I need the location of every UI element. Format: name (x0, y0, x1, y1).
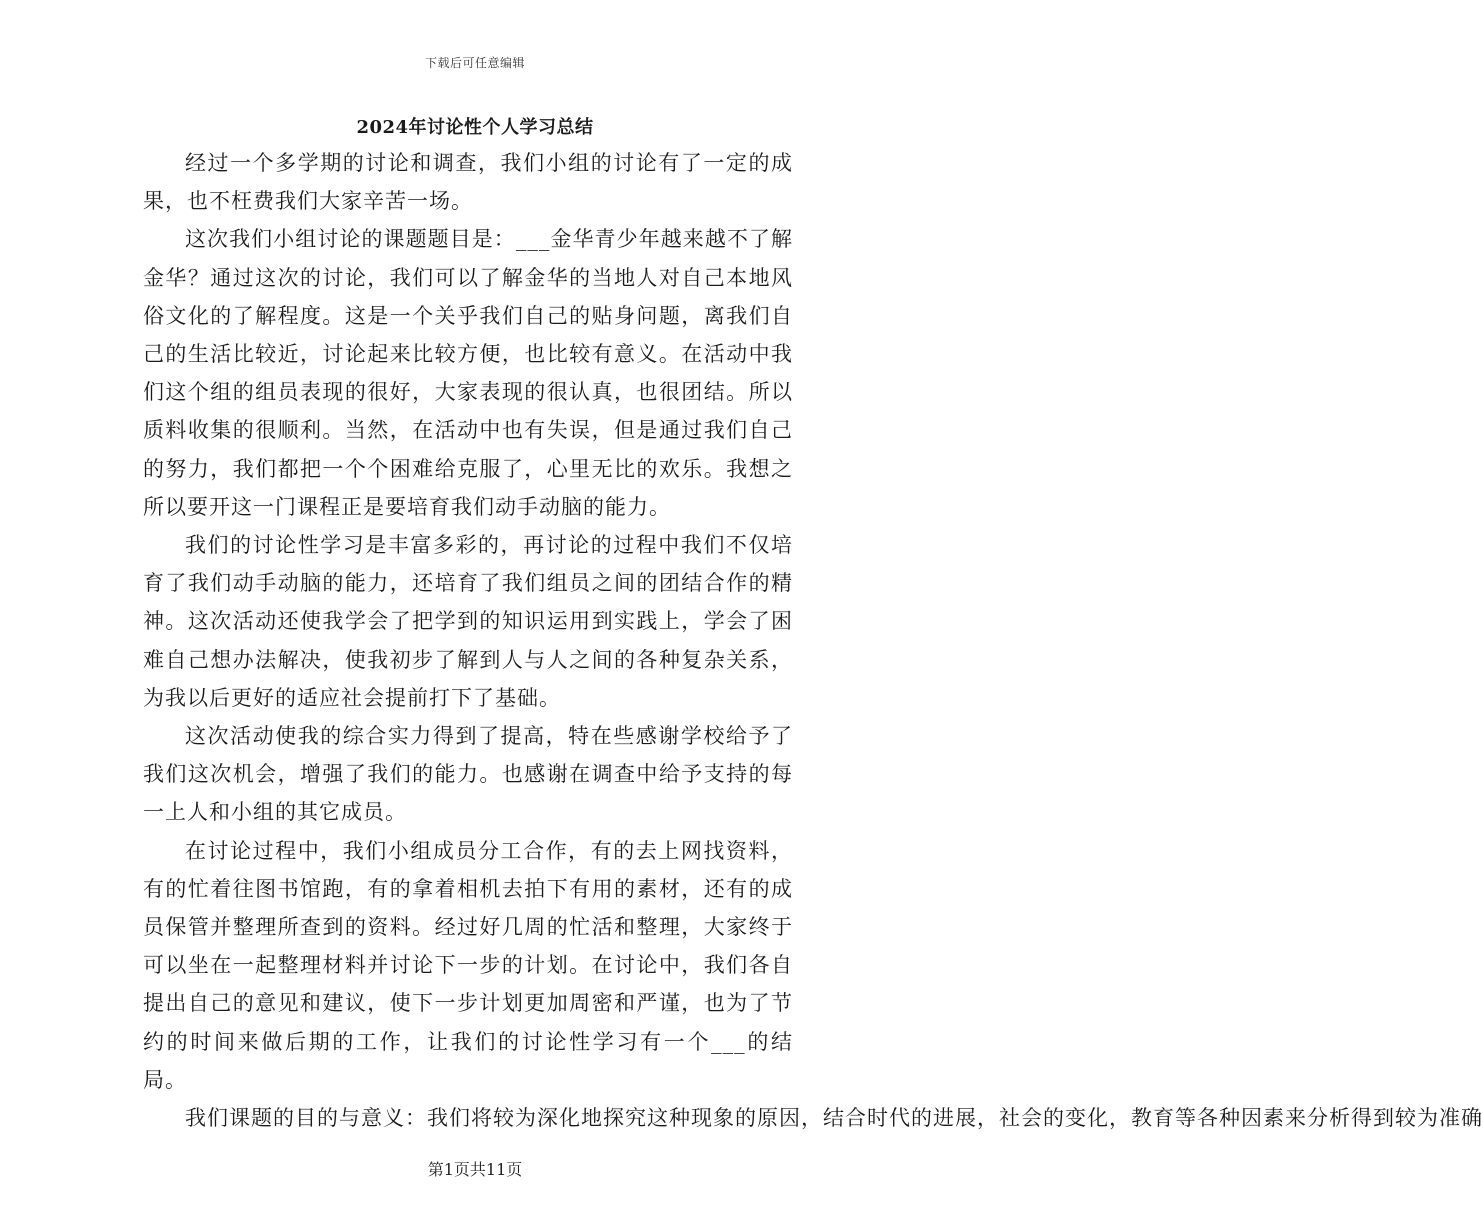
header-note: 下载后可任意编辑 (424, 56, 525, 70)
document-title: 2024年讨论性个人学习总结 (356, 117, 594, 138)
paragraph-4: 这次活动使我的综合实力得到了提高，特在些感谢学校给予了我们这次机会，增强了我们的能力。也感谢在调查中给予支持的每一上人和小组的其它成员。 (143, 724, 793, 825)
document-body (143, 144, 1483, 1137)
paragraph-1: 经过一个多学期的讨论和调查，我们小组的讨论有了一定的成果，也不枉费我们大家辛苦一场。 (143, 151, 793, 214)
paragraph-2: 这次我们小组讨论的课题题目是：___金华青少年越来越不了解金华？通过这次的讨论，我们可以了解金华的当地人对自己本地风俗文化的了解程度。这是一个关乎我们自己的贴身问题，离我们自己的生活比较近，讨论起来比较方便，也比较有意义。在活动中我们这个组的组员表现的很好，大家表现的很认真，也很团结。所以质料收集的很顺利。当然，在活动中也有失误，但是通过我们自己的努力，我们都把一个个困难给克服了，心里无比的欢乐。我想之所以要开这一门课程正是要培育我们动手动脑的能力。 (143, 227, 793, 519)
page-footer: 第1页共11页 (427, 1160, 523, 1179)
paragraph-5: 在讨论过程中，我们小组成员分工合作，有的去上网找资料，有的忙着往图书馆跑，有的拿着相机去拍下有用的素材，还有的成员保管并整理所查到的资料。经过好几周的忙活和整理，大家终于可以坐在一起整理材料并讨论下一步的计划。在讨论中，我们各自提出自己的意见和建议，使下一步计划更加周密和严谨，也为了节约的时间来做后期的工作，让我们的讨论性学习有一个___的结局。 (143, 838, 793, 1092)
paragraph-3: 我们的讨论性学习是丰富多彩的，再讨论的过程中我们不仅培育了我们动手动脑的能力，还培育了我们组员之间的团结合作的精神。这次活动还使我学会了把学到的知识运用到实践上，学会了困难自己想办法解决，使我初步了解到人与人之间的各种复杂关系，为我以后更好的适应社会提前打下了基础。 (143, 533, 793, 710)
paragraph-6: 我们课题的目的与意义：我们将较为深化地探究这种现象的原因，结合时代的进展，社会的变化，教育等各种因素来分析得到较为准确 (185, 1106, 1483, 1131)
